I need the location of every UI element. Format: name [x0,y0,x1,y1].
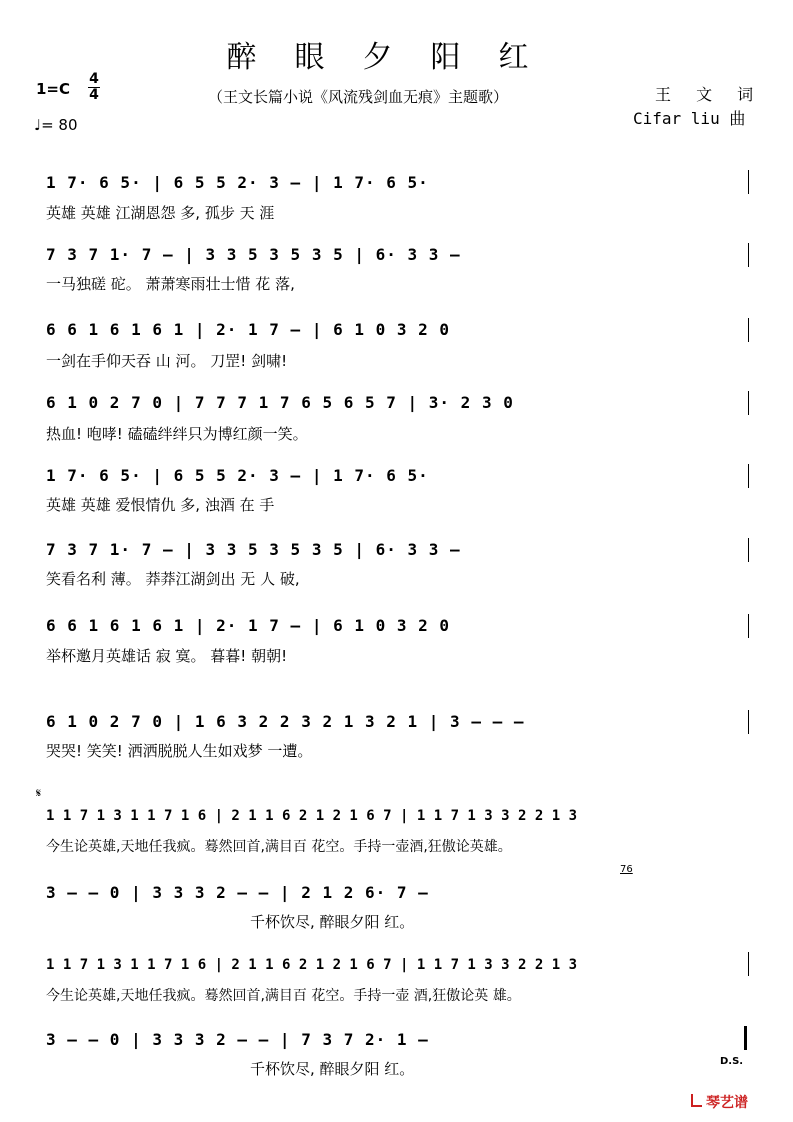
barline [748,318,749,342]
system-9-notes: 1 1 7 1 3 1 1 7 1 6 | 2 1 1 6 2 1 2 1 6 7 | 1 1 7 1 3 3 2 2 1 3 [46,808,578,824]
system-4-lyrics: 热血! 咆哮! 磕磕绊绊只为博红颜一笑。 [46,425,308,443]
system-2-lyrics: 一马独磋 砣。 萧萧寒雨壮士惜 花 落, [46,275,295,293]
subtitle: （王文长篇小说《风流残剑血无痕》主题歌） [208,88,509,106]
system-7-lyrics: 举杯邀月英雄话 寂 寞。 暮暮! 朝朝! [46,647,288,665]
system-11-lyrics: 今生论英雄,天地任我疯。蓦然回首,满目百 花空。手持一壶 酒,狂傲论英 雄。 [46,988,521,1004]
piano-logo-icon [690,1092,704,1108]
ds-mark: D.S. [720,1056,744,1067]
system-8-lyrics: 哭哭! 笑笑! 洒洒脱脱人生如戏梦 一遭。 [46,742,313,760]
key-signature: 1=C [36,80,71,98]
song-title: 醉眼夕阳红 [226,40,567,75]
composer-credit: Cifar liu 曲 [633,109,746,128]
system-4-notes: 6 1 0 2 7 0 | 7 7 7 1 7 6 5 6 5 7 | 3· 2 3 0 [46,393,514,412]
lyricist-credit: 王 文 词 [655,85,764,104]
barline [748,952,749,976]
barline [748,538,749,562]
time-signature-bottom: 4 [89,87,99,103]
system-1-notes: 1 7· 6 5· | 6 5 5 2· 3 – | 1 7· 6 5· [46,173,429,192]
segno-sign: 𝄋 [36,786,42,800]
system-3-lyrics: 一剑在手仰天吞 山 河。 刀罡! 剑啸! [46,352,288,370]
system-6-lyrics: 笑看名利 薄。 莽莽江湖剑出 无 人 破, [46,570,300,588]
grace-note: 76 [620,864,633,875]
time-signature-top: 4 [89,71,99,87]
system-7-notes: 6 6 1 6 1 6 1 | 2· 1 7 – | 6 1 0 3 2 0 [46,616,451,635]
barline [748,614,749,638]
system-10-notes: 3 – – 0 | 3 3 3 2 – – | 2 1 2 6· 7 – [46,883,429,902]
system-1-lyrics: 英雄 英雄 江湖恩怨 多, 孤步 天 涯 [46,204,275,222]
tempo-marking: ♩= 80 [34,116,78,134]
barline [748,710,749,734]
system-5-lyrics: 英雄 英雄 爱恨情仇 多, 浊酒 在 手 [46,496,275,514]
system-2-notes: 7 3 7 1· 7 – | 3 3 5 3 5 3 5 | 6· 3 3 – [46,245,461,264]
system-8-notes: 6 1 0 2 7 0 | 1 6 3 2 2 3 2 1 3 2 1 | 3 – – – [46,712,525,731]
final-barline [744,1026,747,1050]
system-11-notes: 1 1 7 1 3 1 1 7 1 6 | 2 1 1 6 2 1 2 1 6 7 | 1 1 7 1 3 3 2 2 1 3 [46,957,578,973]
barline [748,391,749,415]
system-12-lyrics: 千杯饮尽, 醉眼夕阳 红。 [250,1060,415,1078]
system-3-notes: 6 6 1 6 1 6 1 | 2· 1 7 – | 6 1 0 3 2 0 [46,320,451,339]
system-10-lyrics: 千杯饮尽, 醉眼夕阳 红。 [250,913,415,931]
system-6-notes: 7 3 7 1· 7 – | 3 3 5 3 5 3 5 | 6· 3 3 – [46,540,461,559]
barline [748,464,749,488]
barline [748,170,749,194]
barline [748,243,749,267]
system-5-notes: 1 7· 6 5· | 6 5 5 2· 3 – | 1 7· 6 5· [46,466,429,485]
system-9-lyrics: 今生论英雄,天地任我疯。蓦然回首,满目百 花空。手持一壶酒,狂傲论英雄。 [46,839,512,855]
brand-watermark: 琴艺谱 [706,1095,748,1111]
time-signature [88,72,100,103]
system-12-notes: 3 – – 0 | 3 3 3 2 – – | 7 3 7 2· 1 – [46,1030,429,1049]
